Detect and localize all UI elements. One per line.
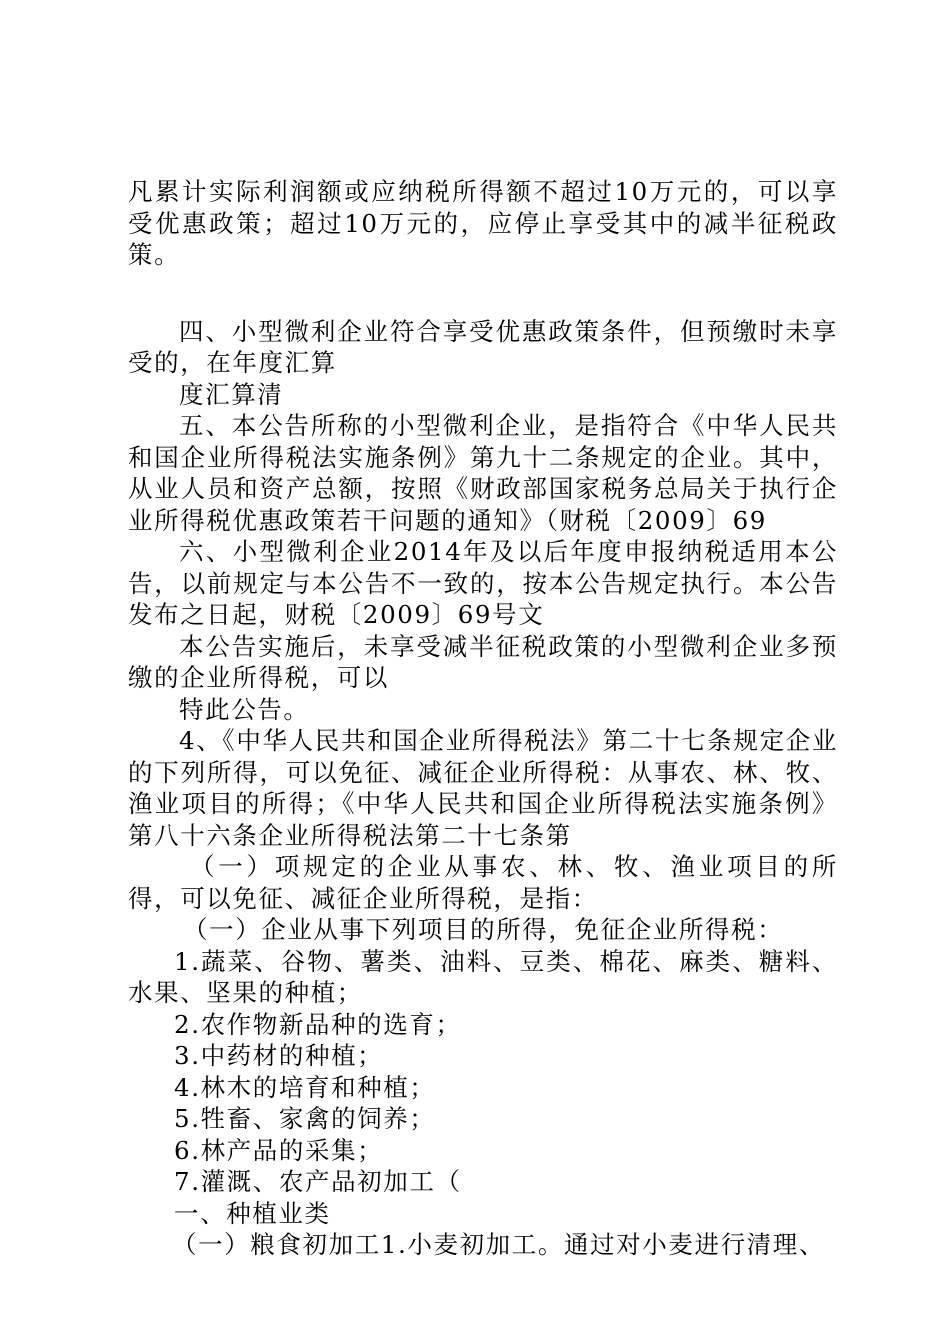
list-item-6: 6.林产品的采集；	[174, 1135, 384, 1165]
paragraph-six: 六、小型微利企业2014年及以后年度申报纳税适用本公告，以前规定与本公告不一致的，按本公告规定执行。本公告发布之日起，财税〔2009〕69号文	[128, 537, 838, 629]
document-page	[128, 176, 838, 1261]
paragraph-profit-threshold: 凡累计实际利润额或应纳税所得额不超过10万元的，可以享受优惠政策；超过10万元的，应停止享受其中的减半征税政策。	[128, 177, 838, 269]
paragraph-grain-processing: （一）粮食初加工1.小麦初加工。通过对小麦进行清理、	[172, 1230, 825, 1259]
paragraph-annual-settlement: 度汇算清	[179, 379, 284, 409]
list-item-1: 1.蔬菜、谷物、薯类、油料、豆类、棉花、麻类、糖料、水果、坚果的种植；	[128, 946, 838, 1007]
list-item-5: 5.牲畜、家禽的饲养；	[174, 1104, 436, 1133]
paragraph-announcement: 特此公告。	[179, 694, 310, 724]
paragraph-five: 五、本公告所称的小型微利企业，是指符合《中华人民共和国企业所得税法实施条例》第九十二条规定的企业。其中，从业人员和资产总额，按照《财政部国家税务总局关于执行企业所得税优惠政策若干问题的通知》（财税〔2009〕69	[128, 411, 838, 535]
paragraph-item-4: 4、《中华人民共和国企业所得税法》第二十七条规定企业的下列所得，可以免征、减征企业所得税：从事农、林、牧、渔业项目的所得；《中华人民共和国企业所得税法实施条例》第八十六条企业所得税法第二十七条第	[128, 726, 838, 850]
section-heading-planting: 一、种植业类	[174, 1198, 331, 1228]
paragraph-exempt-items: （一）企业从事下列项目的所得，免征企业所得税：	[183, 915, 784, 944]
list-item-2: 2.农作物新品种的选育；	[174, 1009, 462, 1039]
paragraph-implementation: 本公告实施后，未享受减半征税政策的小型微利企业多预缴的企业所得税，可以	[128, 631, 838, 692]
paragraph-clause-1: （一）项规定的企业从事农、林、牧、渔业项目的所得，可以免征、减征企业所得税，是指：	[128, 852, 838, 913]
list-item-7: 7.灌溉、农产品初加工（	[174, 1167, 462, 1196]
paragraph-gap	[128, 271, 838, 316]
list-item-3: 3.中药材的种植；	[174, 1041, 384, 1070]
list-item-4: 4.林木的培育和种植；	[174, 1072, 436, 1102]
paragraph-four: 四、小型微利企业符合享受优惠政策条件，但预缴时未享受的，在年度汇算	[128, 316, 838, 377]
